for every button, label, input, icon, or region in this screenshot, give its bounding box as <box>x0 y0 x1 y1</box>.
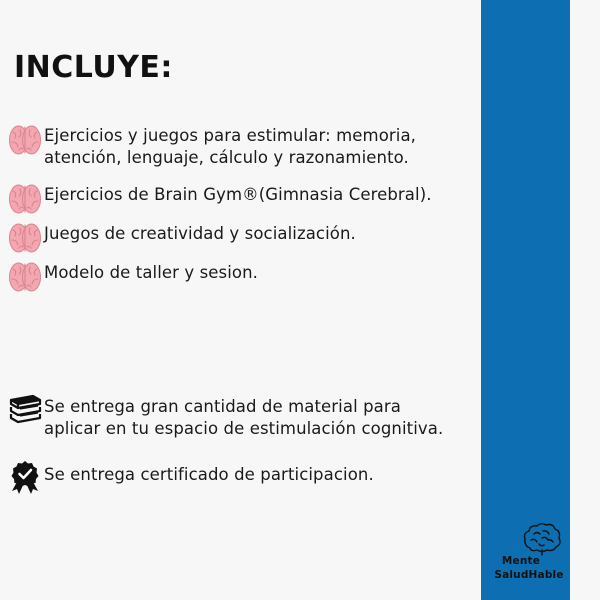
item-text-line: Ejercicios y juegos para estimular: memoria, <box>44 126 417 145</box>
logo <box>488 522 568 588</box>
item-text-line: atención, lenguaje, cálculo y razonamiento. <box>44 148 409 167</box>
logo-text-line: Mente <box>501 555 541 567</box>
list-item <box>8 396 478 440</box>
item-text-line: Se entrega gran cantidad de material para <box>44 397 401 416</box>
item-text-line: Modelo de taller y sesion. <box>44 263 259 282</box>
certificate-badge-icon <box>8 460 42 494</box>
list-item <box>8 223 478 255</box>
item-text-line: Juegos de creatividad y socialización. <box>44 224 356 243</box>
list-item <box>8 125 478 169</box>
brain-icon <box>8 221 42 255</box>
item-text-line: Se entrega certificado de participacion. <box>44 465 374 484</box>
page-title: INCLUYE: <box>14 50 173 85</box>
item-text-line: Ejercicios de Brain Gym®(Gimnasia Cerebral). <box>44 185 432 204</box>
blue-side-band <box>481 0 570 600</box>
brain-icon <box>8 123 42 157</box>
logo-text-line: SaludHable <box>494 569 564 581</box>
list-item <box>8 262 478 294</box>
brain-outline-icon <box>522 522 562 556</box>
item-text-line: aplicar en tu espacio de estimulación cognitiva. <box>44 419 444 438</box>
books-icon <box>8 392 42 426</box>
list-item <box>8 464 478 494</box>
brain-icon <box>8 260 42 294</box>
brain-icon <box>8 182 42 216</box>
list-item <box>8 184 478 216</box>
